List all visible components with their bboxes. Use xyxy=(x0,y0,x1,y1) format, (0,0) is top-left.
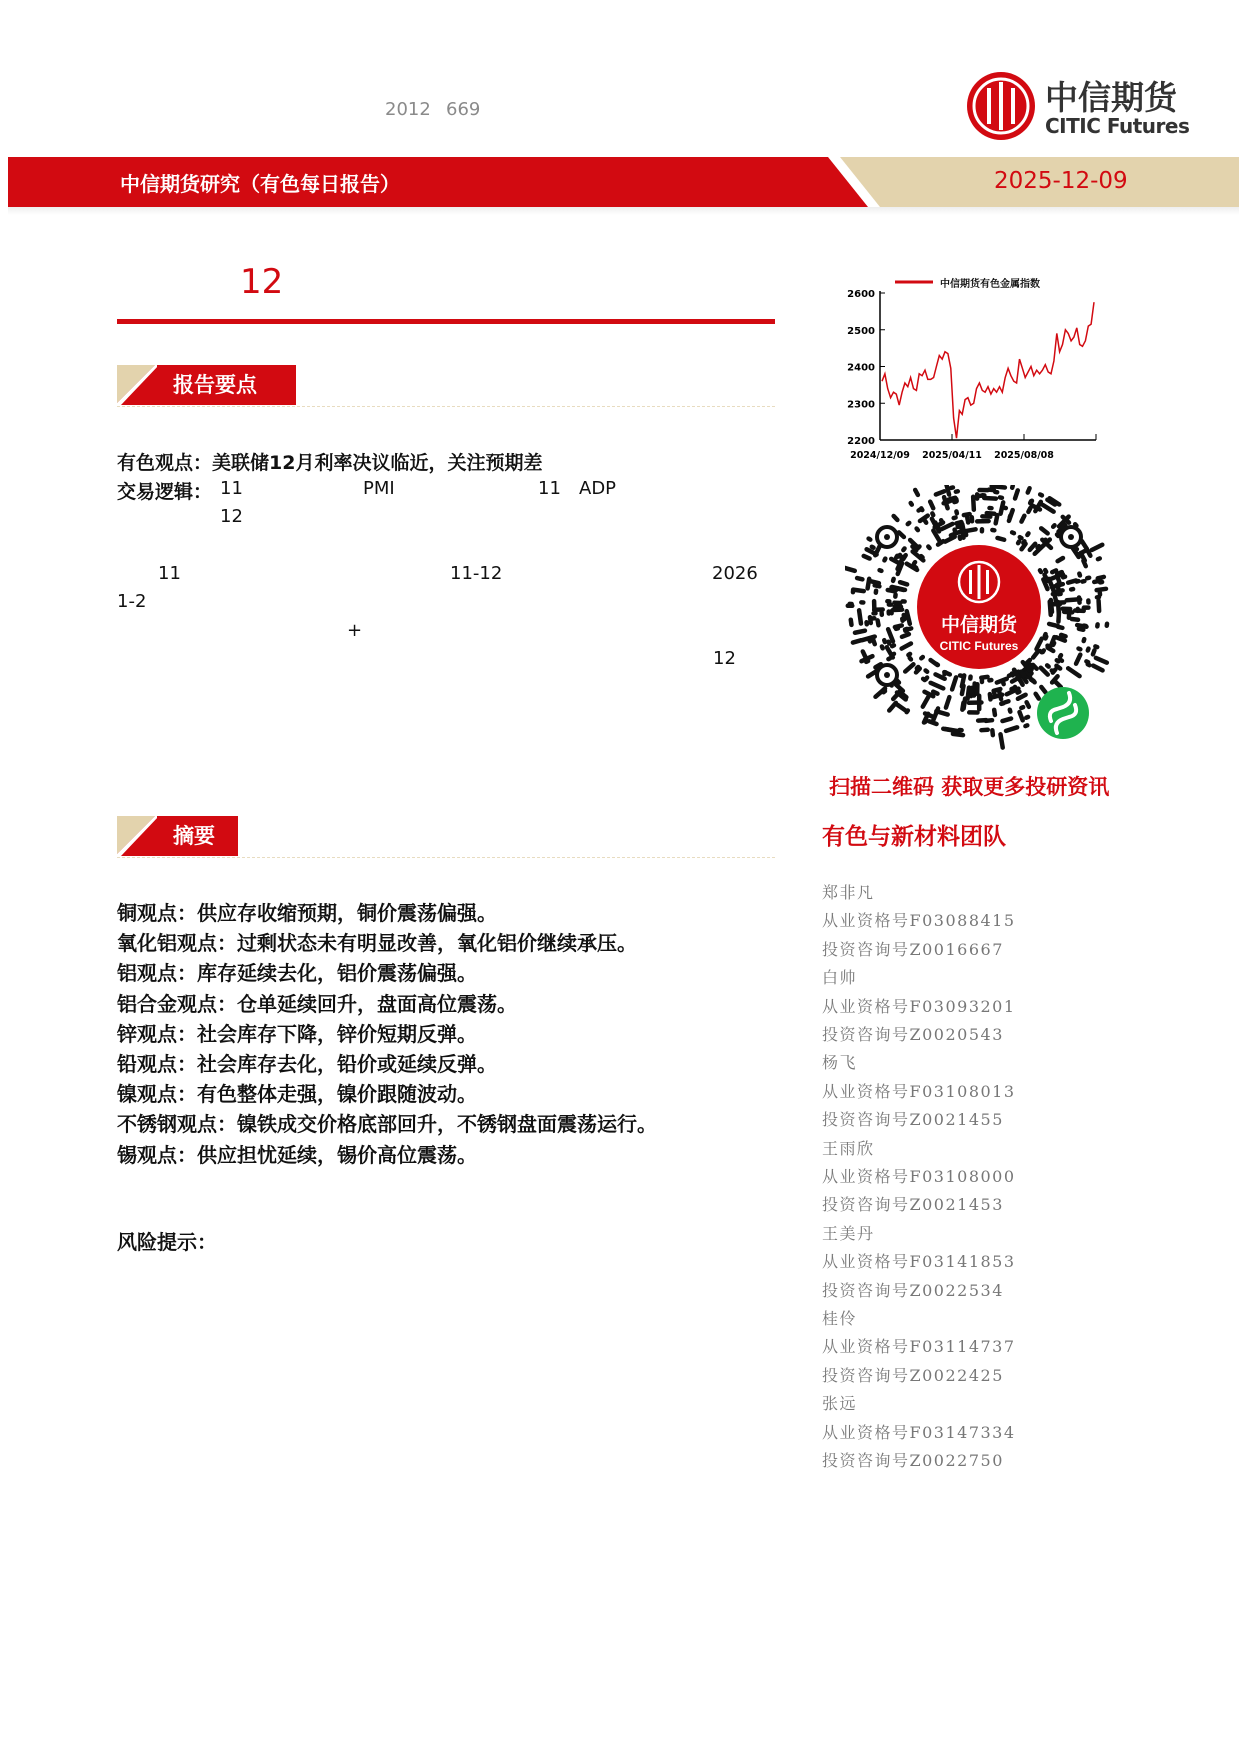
y-tick-label: 2600 xyxy=(847,289,875,300)
header-year: 2012 xyxy=(385,99,431,120)
qr-module xyxy=(1079,649,1081,650)
para-fragment: 11-12 xyxy=(450,563,503,584)
qr-module xyxy=(960,537,961,539)
logic-label: 交易逻辑： xyxy=(117,481,213,503)
para-fragment: + xyxy=(347,620,363,641)
qr-module xyxy=(994,691,995,696)
qr-module xyxy=(1095,646,1097,647)
qr-module xyxy=(1041,668,1048,675)
header-number: 669 xyxy=(446,99,481,120)
qr-module xyxy=(1036,639,1041,649)
qr-module xyxy=(908,523,910,524)
viewpoint-label: 有色观点： xyxy=(117,452,213,474)
qr-module xyxy=(926,670,928,671)
para-fragment: 2026 xyxy=(712,563,758,584)
qr-module xyxy=(997,538,1004,540)
qr-finder xyxy=(884,672,890,678)
qr-module xyxy=(953,734,963,735)
report-date: 2025-12-09 xyxy=(994,168,1128,194)
risk-label: 风险提示： xyxy=(117,1230,217,1254)
qr-module xyxy=(903,548,904,550)
qr-module xyxy=(855,631,865,633)
qr-module xyxy=(1060,660,1062,661)
citic-logo xyxy=(965,70,1205,142)
y-tick-label: 2400 xyxy=(847,362,875,374)
qr-module xyxy=(1056,666,1060,669)
qr-module xyxy=(911,503,912,505)
analyst-license: 投资咨询号Z0022425 xyxy=(822,1365,1004,1385)
qr-module xyxy=(1026,717,1028,718)
viewpoint-line xyxy=(117,448,542,475)
analyst-license: 从业资格号F03093201 xyxy=(822,996,1016,1016)
logo-en: CITIC Futures xyxy=(1045,114,1190,138)
qr-module xyxy=(898,588,902,589)
qr-module xyxy=(973,497,974,510)
summary-item: 镍观点：有色整体走强，镍价跟随波动。 xyxy=(117,1082,477,1107)
qr-module xyxy=(1030,544,1035,550)
qr-module xyxy=(1075,524,1076,526)
qr-module xyxy=(1020,537,1022,538)
qr-module xyxy=(1087,578,1089,579)
qr-module xyxy=(1055,682,1061,688)
qr-module xyxy=(914,562,915,564)
qr-module xyxy=(1012,486,1013,488)
qr-module xyxy=(1009,510,1013,521)
qr-module xyxy=(1057,590,1063,591)
section-divider xyxy=(117,857,775,858)
qr-module xyxy=(898,705,906,711)
qr-module xyxy=(964,514,970,515)
logic-fragment: 11 xyxy=(220,478,243,499)
qr-module xyxy=(1027,672,1030,676)
qr-module xyxy=(1052,570,1056,572)
qr-module xyxy=(925,521,926,523)
qr-module xyxy=(1021,672,1022,674)
qr-module xyxy=(1043,650,1044,652)
summary-item: 氧化铝观点：过剩状态未有明显改善，氧化铝价继续承压。 xyxy=(117,931,637,956)
qr-module xyxy=(915,490,918,495)
qr-module xyxy=(875,585,880,586)
qr-module xyxy=(1036,694,1039,699)
summary-item: 铜观点：供应存收缩预期，铜价震荡偏强。 xyxy=(117,901,497,925)
qr-module xyxy=(1020,712,1023,720)
viewpoint-text: 美联储12月利率决议临近，关注预期差 xyxy=(212,452,543,474)
qr-module xyxy=(1098,577,1104,578)
chart-legend-label: 中信期货有色金属指数 xyxy=(940,279,1040,290)
analyst-license: 从业资格号F03088415 xyxy=(822,911,1016,931)
qr-module xyxy=(1058,627,1062,628)
qr-module xyxy=(884,640,885,642)
qr-module xyxy=(889,703,896,711)
qr-module xyxy=(999,691,1001,699)
qr-module xyxy=(884,559,885,561)
section-label: 报告要点 xyxy=(173,373,257,397)
qr-module xyxy=(945,537,955,542)
qr-module xyxy=(987,513,995,514)
qr-module xyxy=(1009,675,1011,676)
qr-module xyxy=(931,683,944,689)
qr-code[interactable] xyxy=(845,485,1115,755)
qr-module xyxy=(1010,710,1011,712)
qr-module xyxy=(1028,488,1030,492)
qr-module xyxy=(1044,575,1047,581)
qr-module xyxy=(936,526,939,531)
qr-module xyxy=(872,547,874,548)
qr-module xyxy=(905,629,907,630)
qr-module xyxy=(919,509,921,510)
qr-module xyxy=(962,703,963,710)
mini-program-icon xyxy=(1037,687,1089,739)
x-tick-label: 2025/08/08 xyxy=(994,450,1054,461)
analyst-license: 从业资格号F03114737 xyxy=(822,1337,1016,1357)
qr-module xyxy=(992,730,993,735)
qr-module xyxy=(878,620,879,625)
qr-module xyxy=(984,498,996,499)
summary-item: 铅观点：社会库存去化，铅价或延续反弹。 xyxy=(117,1052,497,1076)
x-tick-label: 2025/04/11 xyxy=(922,450,982,461)
qr-module xyxy=(909,628,911,629)
qr-module xyxy=(1057,535,1058,536)
qr-module xyxy=(1086,661,1088,662)
y-tick-label: 2500 xyxy=(847,325,875,337)
qr-module xyxy=(894,516,898,520)
qr-module xyxy=(1023,541,1024,543)
qr-module xyxy=(1056,637,1065,640)
qr-module xyxy=(866,661,868,662)
qr-module xyxy=(857,578,862,579)
qr-module xyxy=(1051,574,1063,579)
qr-module xyxy=(1047,665,1049,666)
analyst-license: 从业资格号F03147334 xyxy=(822,1422,1016,1442)
qr-module xyxy=(1092,545,1103,550)
qr-module xyxy=(1060,655,1061,657)
qr-module xyxy=(1027,702,1029,707)
qr-module xyxy=(962,524,964,531)
qr-module xyxy=(1076,655,1080,664)
analyst-name: 郑非凡 xyxy=(822,883,875,902)
qr-module xyxy=(930,502,933,509)
qr-module xyxy=(926,678,927,680)
qr-module xyxy=(1040,494,1042,495)
qr-module xyxy=(1043,505,1054,512)
qr-module xyxy=(996,515,998,523)
qr-module xyxy=(1051,600,1052,612)
qr-module xyxy=(936,491,944,494)
qr-module xyxy=(888,642,889,644)
qr-module xyxy=(981,677,987,678)
qr-module xyxy=(1093,650,1095,654)
qr-module xyxy=(990,694,991,699)
qr-module xyxy=(941,520,942,522)
qr-module xyxy=(921,657,922,658)
qr-module xyxy=(1053,525,1054,526)
y-tick-label: 2300 xyxy=(847,399,875,411)
qr-module xyxy=(1099,601,1100,611)
qr-module xyxy=(893,579,894,581)
qr-module xyxy=(1041,687,1045,692)
x-tick-label: 2024/12/09 xyxy=(850,450,910,461)
analyst-name: 桂伶 xyxy=(822,1309,858,1328)
qr-module xyxy=(1088,649,1089,651)
qr-module xyxy=(1027,533,1028,535)
qr-module xyxy=(892,654,894,655)
report-title: 12 xyxy=(240,262,284,302)
qr-module xyxy=(1018,692,1020,693)
y-tick-label: 2200 xyxy=(847,436,875,447)
qr-caption: 扫描二维码 获取更多投研资讯 xyxy=(829,775,1110,799)
qr-module xyxy=(870,581,878,583)
qr-module xyxy=(1030,501,1031,503)
qr-module xyxy=(1082,541,1087,549)
logic-fragment: 11 xyxy=(538,478,561,499)
qr-module xyxy=(864,556,870,559)
qr-module xyxy=(910,658,911,660)
qr-module xyxy=(1000,734,1002,747)
qr-module xyxy=(1033,652,1037,657)
qr-module xyxy=(992,486,1005,487)
qr-module xyxy=(954,518,956,519)
logic-fragment: PMI xyxy=(363,478,395,499)
analyst-license: 从业资格号F03108000 xyxy=(822,1167,1016,1186)
qr-module xyxy=(888,658,890,659)
qr-module xyxy=(899,532,904,537)
qr-module xyxy=(1079,574,1080,576)
analyst-license: 投资咨询号Z0022534 xyxy=(822,1280,1004,1300)
qr-module xyxy=(845,567,855,570)
qr-module xyxy=(932,513,933,515)
qr-module xyxy=(1084,639,1085,641)
para-fragment: 11 xyxy=(158,563,181,584)
qr-module xyxy=(1025,725,1027,726)
qr-module xyxy=(1052,670,1054,671)
qr-module xyxy=(908,654,910,655)
qr-module xyxy=(1061,635,1065,636)
para-fragment: 1-2 xyxy=(117,591,147,612)
title-rule xyxy=(117,319,775,324)
qr-module xyxy=(1033,665,1037,669)
qr-module xyxy=(1097,589,1106,590)
qr-module xyxy=(931,660,938,665)
section-label: 摘要 xyxy=(173,824,215,848)
qr-module xyxy=(1006,727,1017,731)
logic-fragment: ADP xyxy=(579,478,617,499)
qr-module xyxy=(946,697,949,707)
analyst-name: 杨飞 xyxy=(822,1053,858,1073)
qr-module xyxy=(955,530,956,532)
qr-module xyxy=(902,634,909,637)
qr-module xyxy=(1093,666,1102,671)
qr-center-en: CITIC Futures xyxy=(939,639,1019,653)
qr-module xyxy=(952,677,956,689)
qr-module xyxy=(872,638,874,645)
qr-finder xyxy=(1068,534,1074,540)
analyst-license: 投资咨询号Z0022750 xyxy=(822,1451,1004,1470)
logo-cn: 中信期货 xyxy=(1045,78,1177,117)
analyst-license: 投资咨询号Z0021455 xyxy=(822,1110,1004,1130)
qr-module xyxy=(1018,541,1019,543)
qr-module xyxy=(1067,599,1078,600)
qr-module xyxy=(928,547,929,549)
qr-module xyxy=(1051,637,1054,646)
qr-module xyxy=(1002,719,1011,721)
qr-module xyxy=(1068,580,1076,582)
qr-module xyxy=(892,645,894,646)
qr-module xyxy=(896,628,898,629)
summary-item: 铝合金观点：仓单延续回升，盘面高位震荡。 xyxy=(117,991,517,1016)
summary-item: 锡观点：供应担忧延续，锡价高位震荡。 xyxy=(117,1142,477,1167)
qr-module xyxy=(1041,528,1047,533)
summary-item: 锌观点：社会库存下降，锌价短期反弹。 xyxy=(117,1021,477,1046)
qr-module xyxy=(943,729,957,731)
para-fragment: 12 xyxy=(713,648,736,669)
qr-module xyxy=(902,644,911,649)
summary-item: 铝观点：库存延续去化，铝价震荡偏强。 xyxy=(117,961,477,986)
qr-module xyxy=(1079,629,1083,630)
section-divider xyxy=(117,406,775,407)
qr-module xyxy=(880,570,882,571)
qr-module xyxy=(1021,516,1024,522)
qr-module xyxy=(853,590,864,591)
qr-module xyxy=(933,692,937,694)
analyst-name: 张远 xyxy=(822,1394,858,1414)
qr-module xyxy=(923,695,930,707)
qr-module xyxy=(907,611,910,624)
qr-module xyxy=(1028,508,1030,512)
qr-module xyxy=(1068,668,1079,676)
qr-module xyxy=(1015,687,1017,691)
qr-module xyxy=(882,646,883,648)
analyst-name: 王美丹 xyxy=(822,1223,875,1243)
qr-module xyxy=(868,579,870,589)
qr-module xyxy=(966,529,976,531)
header-shadow xyxy=(8,207,1239,215)
analyst-license: 从业资格号F03141853 xyxy=(822,1252,1016,1272)
qr-module xyxy=(936,711,947,714)
qr-module xyxy=(1021,707,1023,708)
qr-module xyxy=(859,610,861,623)
analyst-name: 王雨欣 xyxy=(822,1138,875,1158)
summary-item: 不锈钢观点：镍铁成交价格底部回升，不锈钢盘面震荡运行。 xyxy=(117,1112,657,1137)
qr-module xyxy=(1032,679,1033,681)
qr-module xyxy=(1058,579,1060,584)
qr-module xyxy=(1001,701,1008,703)
index-series-line xyxy=(882,302,1094,438)
qr-module xyxy=(1063,577,1065,578)
logic-fragment: 12 xyxy=(220,506,243,527)
analyst-name: 白帅 xyxy=(822,968,858,988)
qr-module xyxy=(1015,490,1018,498)
citic-emblem-icon xyxy=(965,70,1037,142)
qr-module xyxy=(851,620,852,625)
qr-module xyxy=(917,667,918,668)
section-tag-key-points xyxy=(117,365,296,405)
qr-module xyxy=(900,582,907,584)
qr-module xyxy=(994,710,995,715)
qr-module xyxy=(1018,695,1026,699)
qr-module xyxy=(896,556,897,558)
qr-module xyxy=(1040,570,1041,572)
qr-module xyxy=(1045,570,1046,572)
qr-module xyxy=(946,485,949,495)
section-tag-summary xyxy=(117,816,238,856)
qr-module xyxy=(905,664,913,671)
qr-module xyxy=(869,539,871,540)
qr-finder xyxy=(884,534,890,540)
analyst-license: 投资咨询号Z0016667 xyxy=(822,939,1004,959)
qr-module xyxy=(884,690,885,691)
report-series-title: 中信期货研究（有色每日报告） xyxy=(120,172,400,196)
qr-module xyxy=(1083,561,1085,566)
qr-module xyxy=(1072,619,1078,620)
qr-module xyxy=(1045,637,1046,639)
analyst-license: 从业资格号F03108013 xyxy=(822,1081,1016,1101)
qr-module xyxy=(1098,558,1100,559)
team-title: 有色与新材料团队 xyxy=(822,824,1006,850)
metal-index-chart xyxy=(830,265,1120,470)
analyst-license: 投资咨询号Z0021453 xyxy=(822,1195,1004,1215)
analyst-license: 投资咨询号Z0020543 xyxy=(822,1025,1004,1044)
qr-module xyxy=(1012,532,1014,533)
qr-module xyxy=(1057,660,1059,661)
qr-center-cn: 中信期货 xyxy=(940,614,1018,636)
qr-module xyxy=(1096,658,1107,663)
qr-module xyxy=(958,526,960,527)
qr-module xyxy=(1058,558,1063,561)
qr-module xyxy=(917,529,918,531)
qr-module xyxy=(950,499,952,500)
qr-module xyxy=(888,590,895,591)
qr-module xyxy=(944,672,949,674)
